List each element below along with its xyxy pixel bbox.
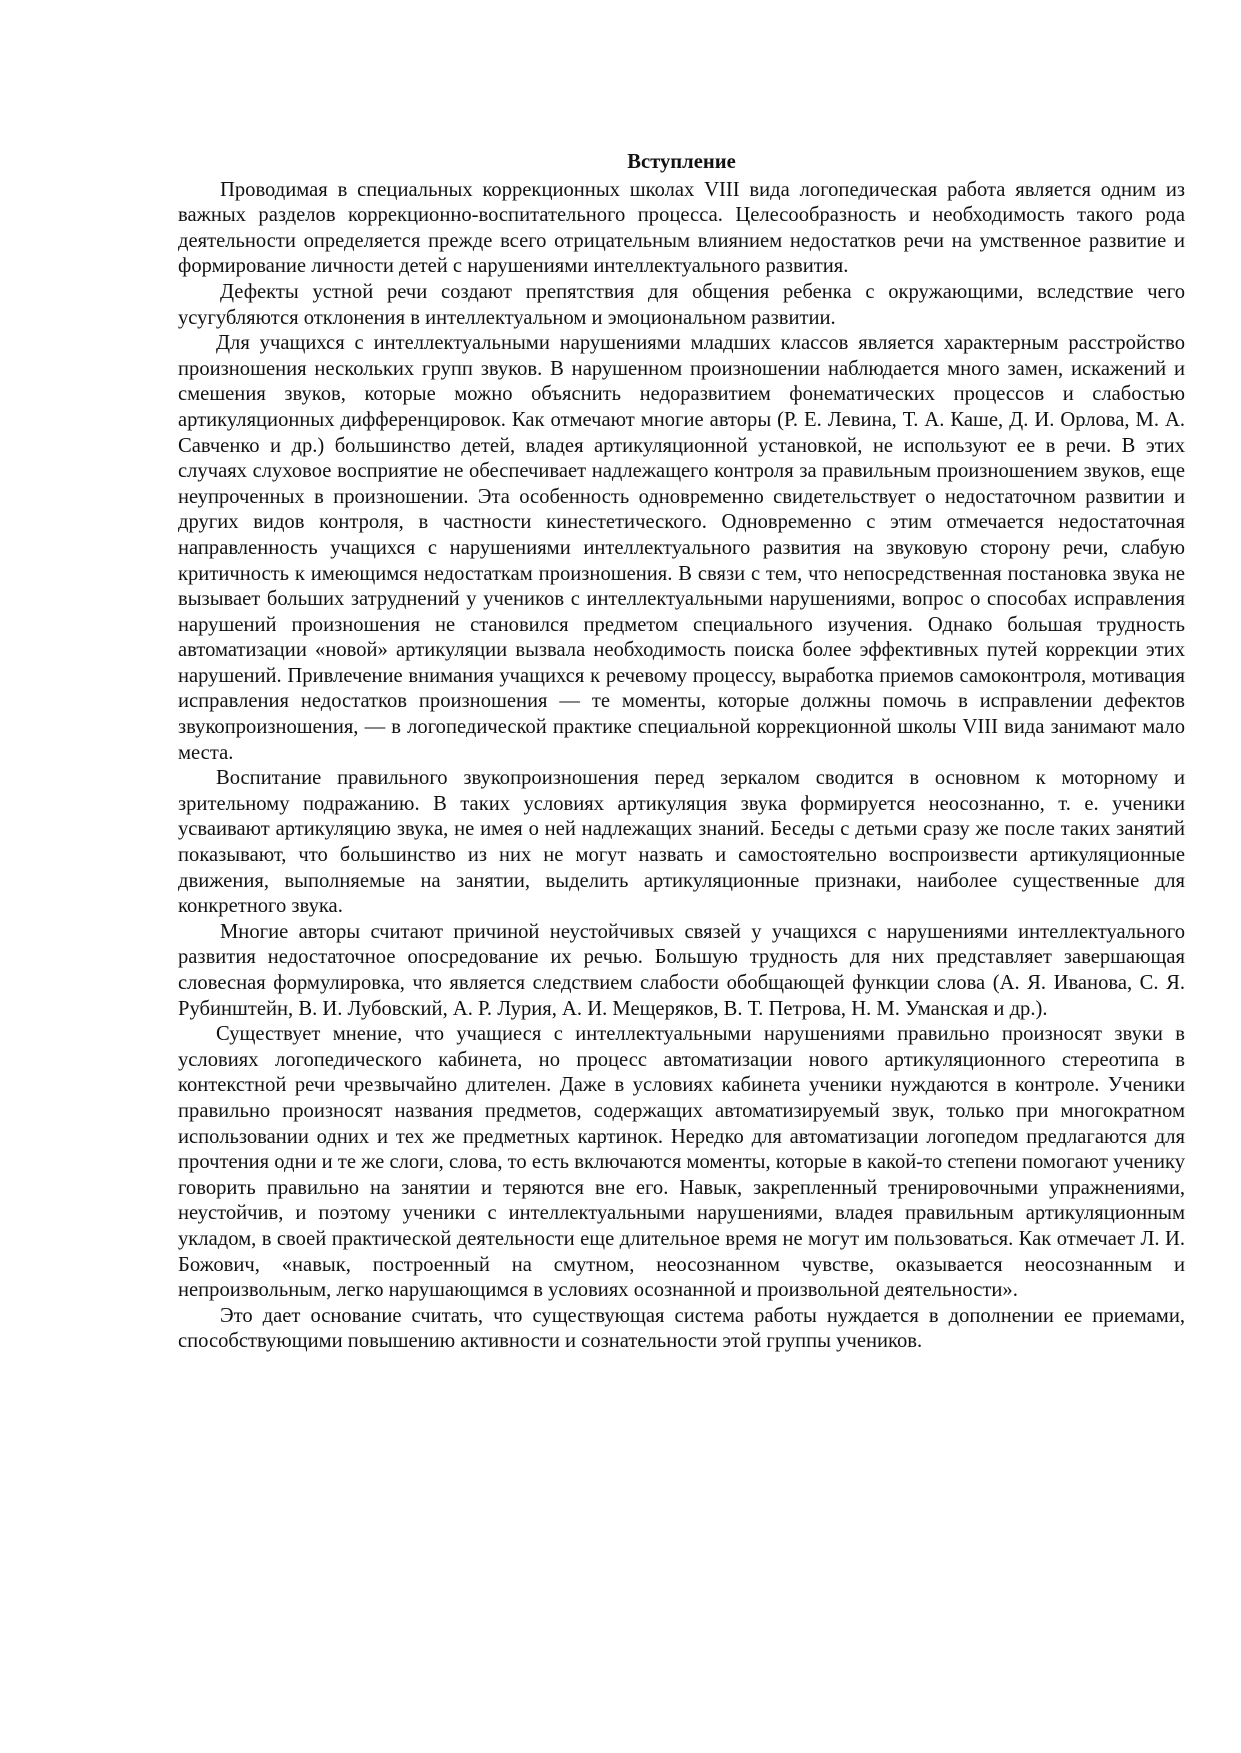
paragraph-3: Для учащихся с интеллектуальными нарушениями младших классов является характерным расстройство произношения нескольких групп звуков. В нарушенном произношении наблюдается много замен, искажений и смешения звуков, которые можно объяснить недоразвитием фонематических процессов и слабостью артикуляционных дифференцировок. Как отмечают многие авторы (Р. Е. Левина, Т. А. Каше, Д. И. Орлова, М. А. Савченко и др.) большинство детей, владея артикуляционной установкой, не используют ее в речи. В этих случаях слуховое восприятие не обеспечивает надлежащего контроля за правильным произношением звуков, еще неупроченных в произношении. Эта особенность одновременно свидетельствует о недостаточном развитии и других видов контроля, в частности кинестетического. Одновременно с этим отмечается недостаточная направленность учащихся с нарушениями интеллектуального развития на звуковую сторону речи, слабую критичность к имеющимся недостаткам произношения. В связи с тем, что непосредственная постановка звука не вызывает больших затруднений у учеников с интеллектуальными нарушениями, вопрос о способах исправления нарушений произношения не становился предметом специального изучения. Однако большая трудность автоматизации «новой» артикуляции вызвала необходимость поиска более эффективных путей коррекции этих нарушений. Привлечение внимания учащихся к речевому процессу, выработка приемов самоконтроля, мотивация исправления недостатков произношения — те моменты, которые должны помочь в исправлении дефектов звукопроизношения, — в логопедической практике специальной коррекционной школы VIII вида занимают мало места. bbox=[178, 332, 1185, 764]
document-title: Вступление bbox=[627, 151, 736, 173]
paragraph-1: Проводимая в специальных коррекционных школах VIII вида логопедическая работа является одним из важных разделов коррекционно-воспитательного процесса. Целесообразность и необходимость такого рода деятельности определяется прежде всего отрицательным влиянием недостатков речи на умственное развитие и формирование личности детей с нарушениями интеллектуального развития. bbox=[178, 178, 1185, 278]
paragraph-2: Дефекты устной речи создают препятствия для общения ребенка с окружающими, вследствие чего усугубляются отклонения в интеллектуальном и эмоциональном развитии. bbox=[178, 280, 1185, 329]
document-page bbox=[178, 150, 1185, 1355]
paragraph-5: Многие авторы считают причиной неустойчивых связей у учащихся с нарушениями интеллектуального развития недостаточное опосредование их речью. Большую трудность для них представляет завершающая словесная формулировка, что является следствием слабости обобщающей функции слова (А. Я. Иванова, С. Я. Рубинштейн, В. И. Лубовский, А. Р. Лурия, А. И. Мещеряков, В. Т. Петрова, Н. М. Уманская и др.). bbox=[178, 920, 1185, 1020]
paragraph-7: Это дает основание считать, что существующая система работы нуждается в дополнении ее приемами, способствующими повышению активности и сознательности этой группы учеников. bbox=[178, 1304, 1185, 1353]
paragraph-6: Существует мнение, что учащиеся с интеллектуальными нарушениями правильно произносят звуки в условиях логопедического кабинета, но процесс автоматизации нового артикуляционного стереотипа в контекстной речи чрезвычайно длителен. Даже в условиях кабинета ученики нуждаются в контроле. Ученики правильно произносят названия предметов, содержащих автоматизируемый звук, только при многократном использовании одних и тех же предметных картинок. Нередко для автоматизации логопедом предлагаются для прочтения одни и те же слоги, слова, то есть включаются моменты, которые в какой-то степени помогают ученику говорить правильно на занятии и теряются вне его. Навык, закрепленный тренировочными упражнениями, неустойчив, и поэтому ученики с интеллектуальными нарушениями, владея правильным артикуляционным укладом, в своей практической деятельности еще длительное время не могут им пользоваться. Как отмечает Л. И. Божович, «навык, построенный на смутном, неосознанном чувстве, оказывается неосознанным и непроизвольным, легко нарушающимся в условиях осознанной и произвольной деятельности». bbox=[178, 1023, 1185, 1302]
paragraph-4: Воспитание правильного звукопроизношения перед зеркалом сводится в основном к моторному и зрительному подражанию. В таких условиях артикуляция звука формируется неосознанно, т. е. ученики усваивают артикуляцию звука, не имея о ней надлежащих знаний. Беседы с детьми сразу же после таких занятий показывают, что большинство из них не могут назвать и самостоятельно воспроизвести артикуляционные движения, выполняемые на занятии, выделить артикуляционные признаки, наиболее существенные для конкретного звука. bbox=[178, 767, 1185, 918]
